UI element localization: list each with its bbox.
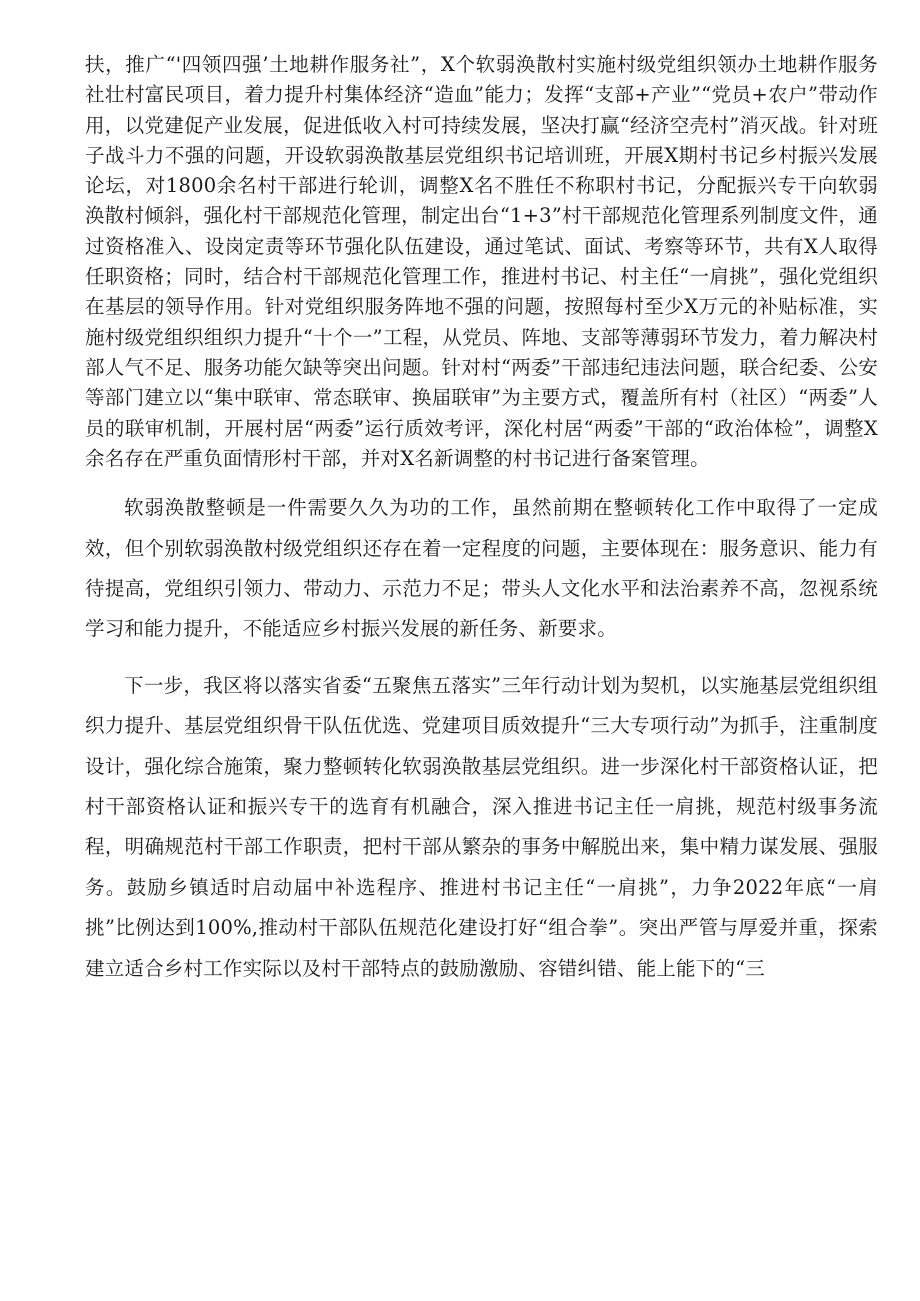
body-paragraph-2: 软弱涣散整顿是一件需要久久为功的工作，虽然前期在整顿转化工作中取得了一定成效，但个别软弱涣散村级党组织还存在着一定程度的问题，主要体现在：服务意识、能力有待提高，党组织引领力、带动力、示范力不足；带头人文化水平和法治素养不高，忽视系统学习和能力提升，不能适应乡村振兴发展的新任务、新要求。 bbox=[85, 496, 878, 641]
body-paragraph-1: 扶，推广“'四领四强’土地耕作服务社”，X个软弱涣散村实施村级党组织领办土地耕作服务社壮村富民项目，着力提升村集体经济“造血”能力；发挥“支部+产业”“党员+农户”带动作用，以党建促产业发展，促进低收入村可持续发展，坚决打赢“经济空壳村”消灭战。针对班子战斗力不强的问题，开设软弱涣散基层党组织书记培训班，开展X期村书记乡村振兴发展论坛，对1800余名村干部进行轮训，调整X名不胜任不称职村书记，分配振兴专干向软弱涣散村倾斜，强化村干部规范化管理，制定出台“1+3”村干部规范化管理系列制度文件，通过资格准入、设岗定责等环节强化队伍建设，通过笔试、面试、考察等环节，共有X人取得任职资格；同时，结合村干部规范化管理工作，推进村书记、村主任“一肩挑”，强化党组织在基层的领导作用。针对党组织服务阵地不强的问题，按照每村至少X万元的补贴标准，实施村级党组织组织力提升“十个一”工程，从党员、阵地、支部等薄弱环节发力，着力解决村部人气不足、服务功能欠缺等突出问题。针对村“两委”干部违纪违法问题，联合纪委、公安等部门建立以“集中联审、常态联审、换届联审”为主要方式，覆盖所有村（社区）“两委”人员的联审机制，开展村居“两委”运行质效考评，深化村居“两委”干部的“政治体检”，调整X余名存在严重负面情形村干部，并对X名新调整的村书记进行备案管理。 bbox=[85, 53, 878, 470]
body-paragraph-3: 下一步，我区将以落实省委“五聚焦五落实”三年行动计划为契机，以实施基层党组织组织力提升、基层党组织骨干队伍优选、党建项目质效提升“三大专项行动”为抓手，注重制度设计，强化综合施策，聚力整顿转化软弱涣散基层党组织。进一步深化村干部资格认证，把村干部资格认证和振兴专干的选育有机融合，深入推进书记主任一肩挑，规范村级事务流程，明确规范村干部工作职责，把村干部从繁杂的事务中解脱出来，集中精力谋发展、强服务。鼓励乡镇适时启动届中补选程序、推进村书记主任“一肩挑”，力争2022年底“一肩挑”比例达到100%,推动村干部队伍规范化建设打好“组合拳”。突出严管与厚爱并重，探索建立适合乡村工作实际以及村干部特点的鼓励激励、容错纠错、能上能下的“三 bbox=[85, 673, 878, 980]
